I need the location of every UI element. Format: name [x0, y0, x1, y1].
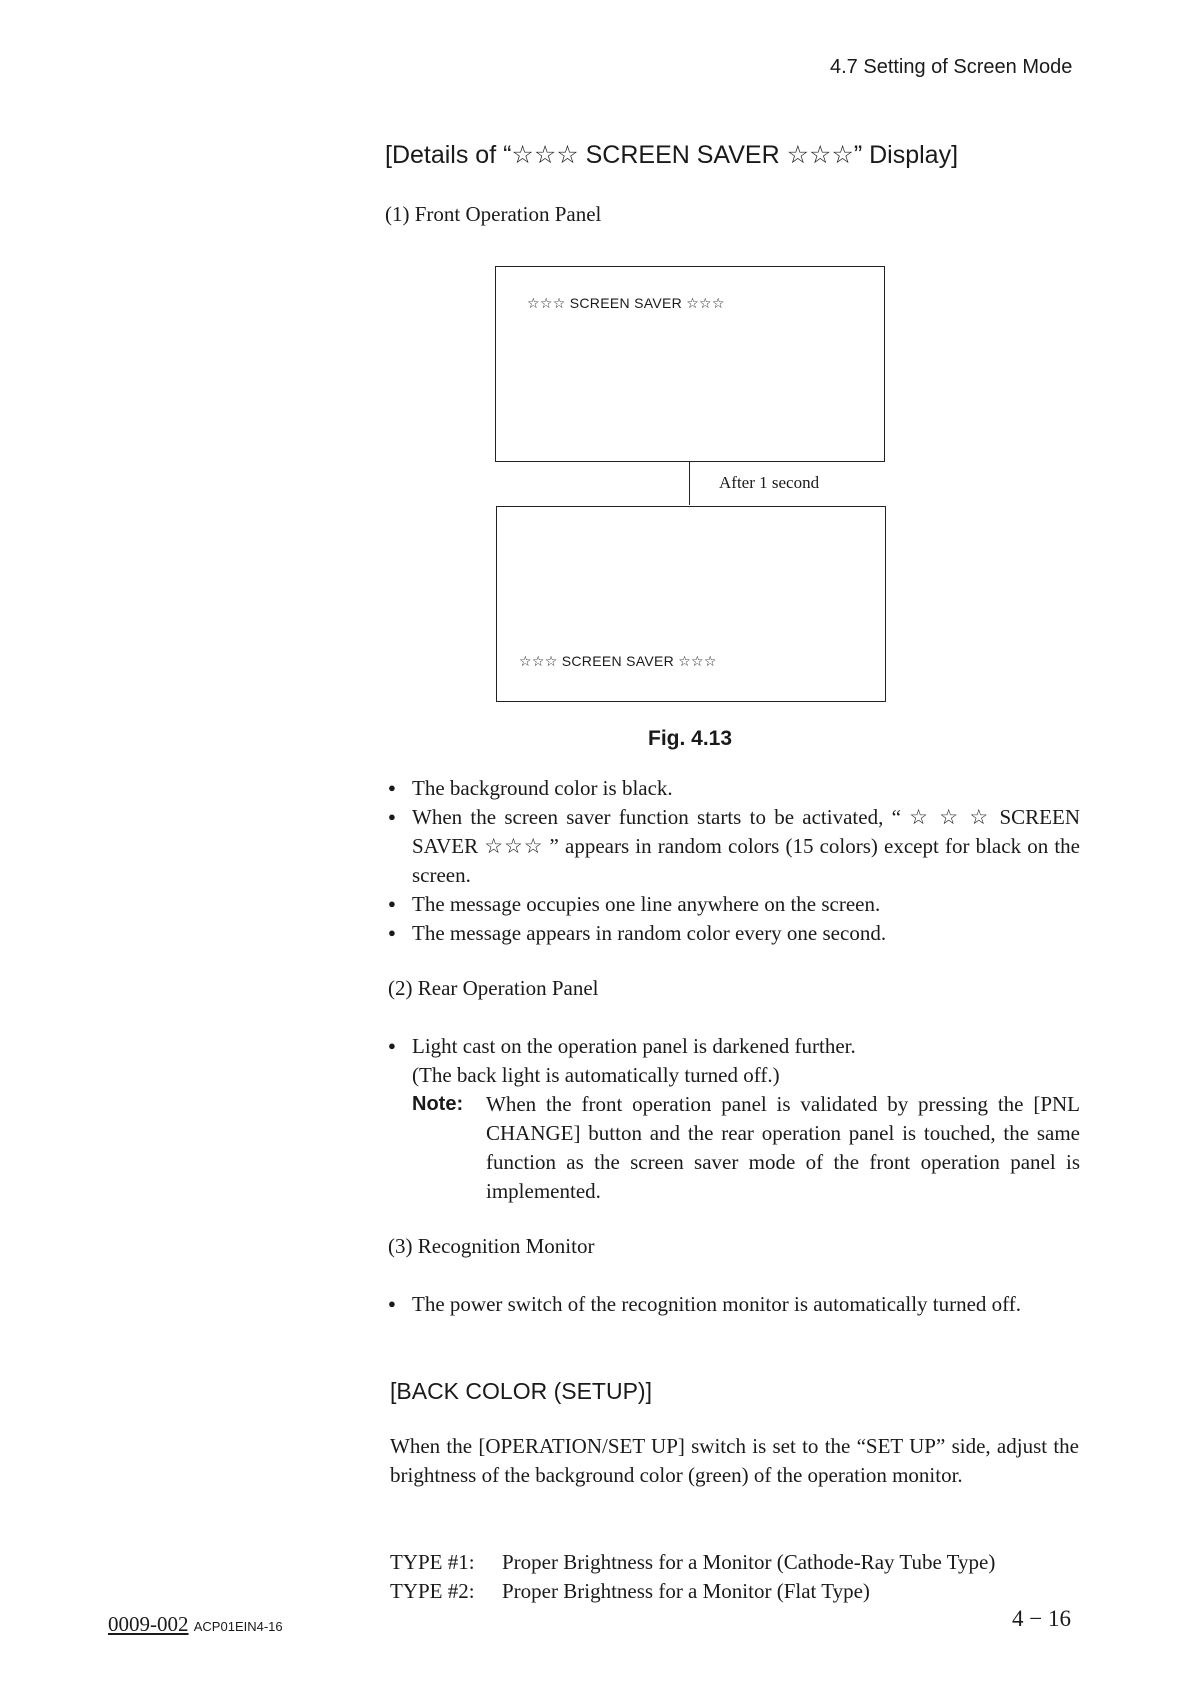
figure-caption: Fig. 4.13: [648, 727, 733, 750]
details-heading: [Details of “☆☆☆ SCREEN SAVER ☆☆☆” Display]: [385, 141, 959, 169]
type-list: [390, 1548, 995, 1606]
section-1-bullets: [388, 774, 1080, 948]
bullet-item: ● Light cast on the operation panel is darkened further.: [388, 1032, 1080, 1061]
bullet-continuation: (The back light is automatically turned off.): [412, 1063, 780, 1087]
transition-line: [689, 461, 690, 505]
section-3-title: (3) Recognition Monitor: [388, 1234, 595, 1258]
screen-before: [495, 266, 885, 462]
section-2-title: (2) Rear Operation Panel: [388, 976, 599, 1000]
section-3-bullets: [388, 1290, 1080, 1319]
bullet-item: ● The message occupies one line anywhere on the screen.: [388, 890, 1080, 919]
type-code: TYPE #2:: [390, 1579, 475, 1603]
bullet-item: ● When the screen saver function starts to be activated, “ ☆ ☆ ☆ SCREEN SAVER ☆☆☆ ” appears in random colors (15 colors) except for black on the screen.: [388, 803, 1080, 890]
back-color-heading: [BACK COLOR (SETUP)]: [390, 1378, 652, 1404]
type-row: [390, 1548, 995, 1577]
document-code-main: 0009-002: [108, 1612, 189, 1636]
note-block: [388, 1090, 1080, 1206]
running-head: 4.7 Setting of Screen Mode: [830, 56, 1073, 78]
type-desc: Proper Brightness for a Monitor (Flat Type): [502, 1579, 870, 1603]
screen-after: [496, 506, 886, 702]
back-color-paragraph: When the [OPERATION/SET UP] switch is set to the “SET UP” side, adjust the brightness of the background color (green) of the operation monitor.: [390, 1434, 1079, 1487]
bullet-item: ● The background color is black.: [388, 774, 1080, 803]
screen-saver-message-top: ☆☆☆ SCREEN SAVER ☆☆☆: [527, 295, 725, 311]
bullet-item: ● The power switch of the recognition monitor is automatically turned off.: [388, 1290, 1080, 1319]
screen-saver-message-bottom: ☆☆☆ SCREEN SAVER ☆☆☆: [519, 653, 717, 669]
section-2-bullets: [388, 1032, 1080, 1206]
section-1-title: (1) Front Operation Panel: [385, 202, 602, 226]
document-code-small: ACP01EIN4-16: [193, 1619, 283, 1634]
type-code: TYPE #1:: [390, 1550, 475, 1574]
bullet-item: ● The message appears in random color every one second.: [388, 919, 1080, 948]
type-row: [390, 1577, 995, 1606]
note-label: Note:: [412, 1093, 464, 1115]
type-desc: Proper Brightness for a Monitor (Cathode-Ray Tube Type): [502, 1550, 996, 1574]
document-code: [108, 1612, 283, 1637]
transition-label: After 1 second: [719, 473, 820, 492]
page-number: 4 − 16: [1012, 1606, 1071, 1631]
note-text: When the front operation panel is validated by pressing the [PNL CHANGE] button and the rear operation panel is touched, the same function as the screen saver mode of the front operation panel is implemented.: [486, 1092, 1080, 1203]
